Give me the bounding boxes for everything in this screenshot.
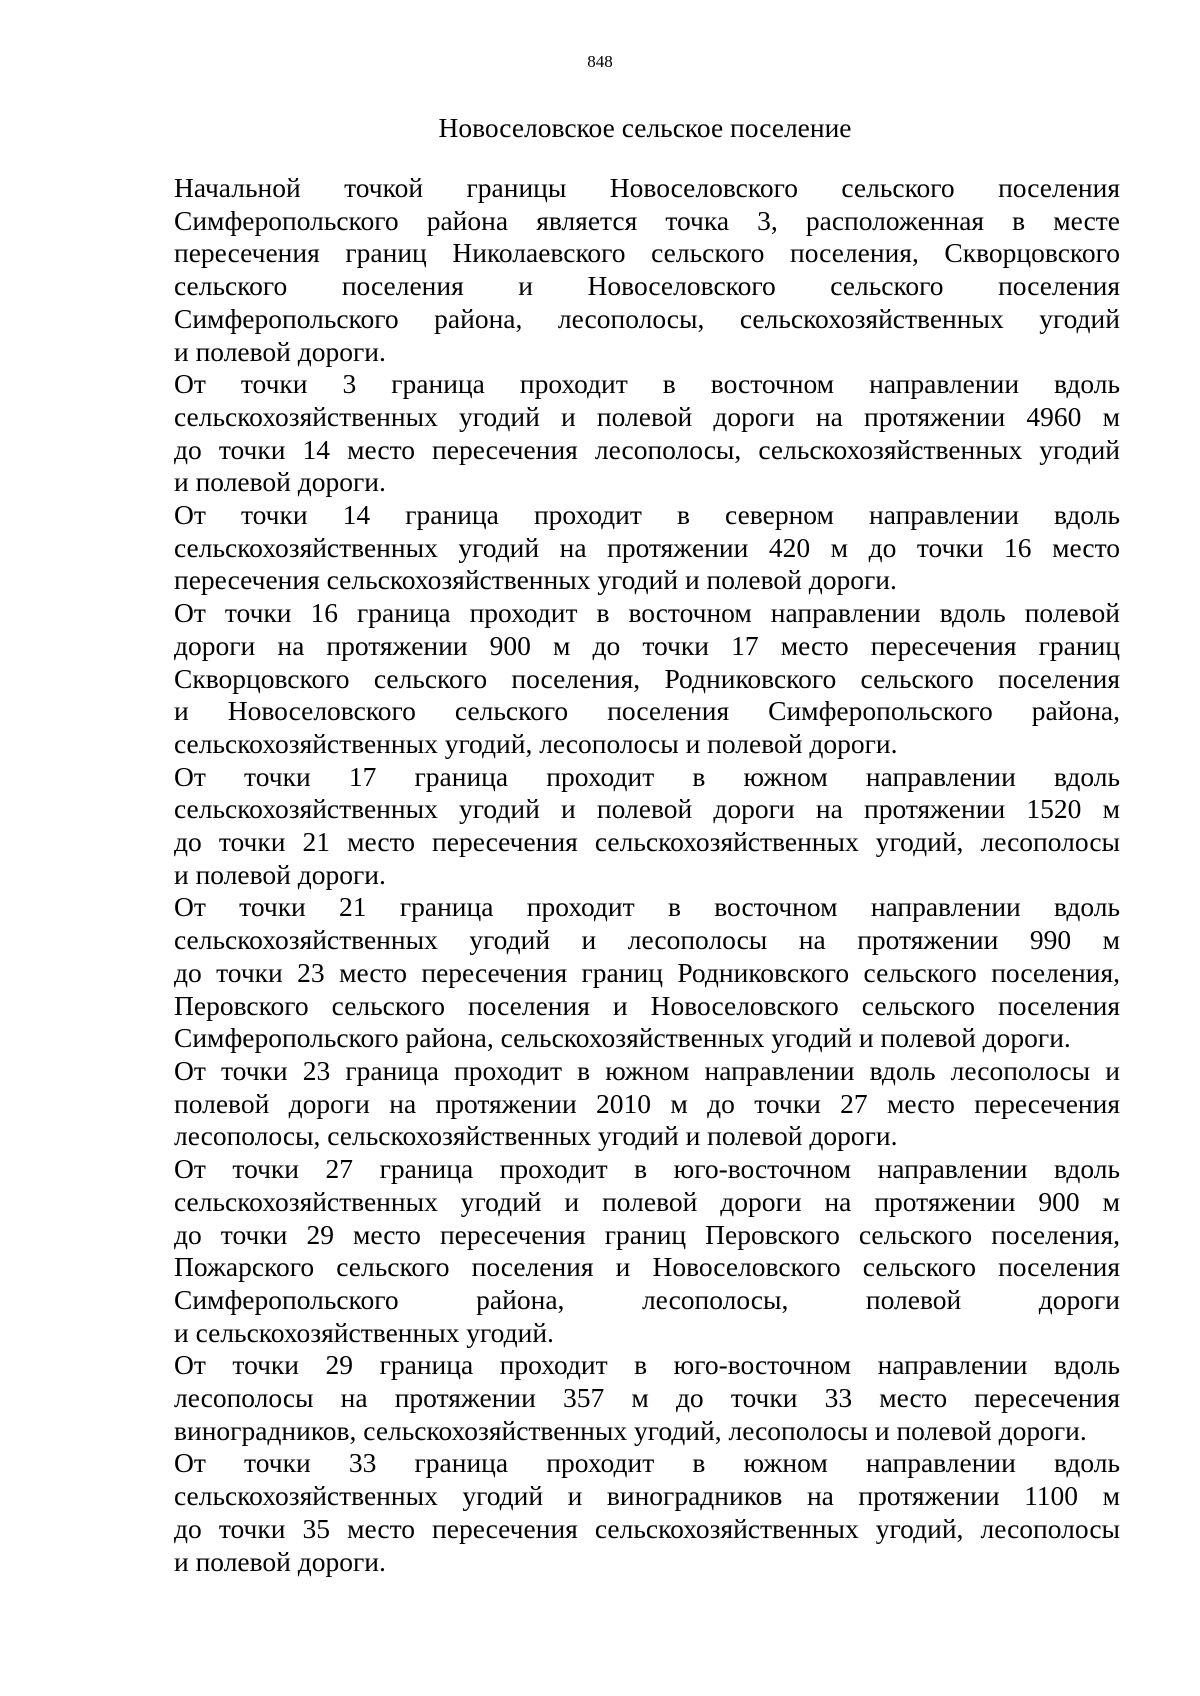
paragraph-line: и полевой дороги. xyxy=(174,1545,386,1577)
paragraph-line: пересечения сельскохозяйственных угодий и полевой дороги. xyxy=(174,564,897,596)
paragraph-line: От точки 21 граница проходит в восточном направлении вдоль xyxy=(174,891,1120,923)
paragraph-line: пересечения границ Николаевского сельского поселения, Скворцовского xyxy=(174,237,1120,269)
document-body xyxy=(174,172,1120,1578)
paragraph-line: сельскохозяйственных угодий и полевой дороги на протяжении 4960 м xyxy=(174,400,1120,432)
paragraph-line: сельскохозяйственных угодий на протяжении 420 м до точки 16 место xyxy=(174,531,1120,563)
document-title: Новоселовское сельское поселение xyxy=(438,112,852,143)
paragraph-line: сельскохозяйственных угодий и полевой дороги на протяжении 900 м xyxy=(174,1185,1120,1217)
paragraph-line: и полевой дороги. xyxy=(174,466,386,498)
paragraph-line: От точки 17 граница проходит в южном направлении вдоль xyxy=(174,760,1120,792)
paragraph-line: От точки 27 граница проходит в юго-восточном направлении вдоль xyxy=(174,1153,1120,1185)
paragraph-line: От точки 14 граница проходит в северном направлении вдоль xyxy=(174,499,1120,531)
paragraph-line: От точки 29 граница проходит в юго-восточном направлении вдоль xyxy=(174,1349,1120,1381)
paragraph-line: сельскохозяйственных угодий и лесополосы на протяжении 990 м xyxy=(174,924,1120,956)
paragraph-line: От точки 3 граница проходит в восточном направлении вдоль xyxy=(174,368,1120,400)
paragraph-line: сельскохозяйственных угодий и виноградников на протяжении 1100 м xyxy=(174,1480,1120,1512)
paragraph-line: до точки 23 место пересечения границ Родниковского сельского поселения, xyxy=(174,956,1120,988)
paragraph-line: Симферопольского района является точка 3, расположенная в месте xyxy=(174,204,1120,236)
paragraph-line: Скворцовского сельского поселения, Родниковского сельского поселения xyxy=(174,662,1120,694)
paragraph-line: до точки 21 место пересечения сельскохозяйственных угодий, лесополосы xyxy=(174,826,1120,858)
paragraph-line: и полевой дороги. xyxy=(174,858,386,890)
paragraph-line: От точки 33 граница проходит в южном направлении вдоль xyxy=(174,1447,1120,1479)
paragraph-line: сельского поселения и Новоселовского сельского поселения xyxy=(174,270,1120,302)
paragraph xyxy=(174,1447,1120,1578)
paragraph-line: до точки 14 место пересечения лесополосы, сельскохозяйственных угодий xyxy=(174,433,1120,465)
paragraph-line: Пожарского сельского поселения и Новоселовского сельского поселения xyxy=(174,1251,1120,1283)
paragraph-line: лесополосы, сельскохозяйственных угодий и полевой дороги. xyxy=(174,1120,898,1152)
paragraph-line: сельскохозяйственных угодий и полевой дороги на протяжении 1520 м xyxy=(174,793,1120,825)
paragraph xyxy=(174,499,1120,597)
paragraph xyxy=(174,597,1120,761)
paragraph-line: Перовского сельского поселения и Новоселовского сельского поселения xyxy=(174,989,1120,1021)
paragraph-line: сельскохозяйственных угодий, лесополосы и полевой дороги. xyxy=(174,727,898,759)
paragraph xyxy=(174,1153,1120,1349)
paragraph-line: и полевой дороги. xyxy=(174,335,386,367)
paragraph xyxy=(174,172,1120,368)
paragraph-line: От точки 23 граница проходит в южном направлении вдоль лесополосы и xyxy=(174,1054,1120,1086)
paragraph-line: Симферопольского района, сельскохозяйственных угодий и полевой дороги. xyxy=(174,1022,1071,1054)
paragraph xyxy=(174,891,1120,1055)
paragraph-line: до точки 35 место пересечения сельскохозяйственных угодий, лесополосы xyxy=(174,1512,1120,1544)
paragraph-line: лесополосы на протяжении 357 м до точки 33 место пересечения xyxy=(174,1382,1120,1414)
paragraph-line: дороги на протяжении 900 м до точки 17 место пересечения границ xyxy=(174,629,1120,661)
paragraph-line: до точки 29 место пересечения границ Перовского сельского поселения, xyxy=(174,1218,1120,1250)
page-number: 848 xyxy=(587,52,613,71)
paragraph-line: полевой дороги на протяжении 2010 м до точки 27 место пересечения xyxy=(174,1087,1120,1119)
paragraph xyxy=(174,1349,1120,1447)
paragraph-line: Начальной точкой границы Новоселовского сельского поселения xyxy=(174,172,1120,203)
paragraph xyxy=(174,1055,1120,1153)
paragraph-line: и сельскохозяйственных угодий. xyxy=(174,1316,554,1348)
paragraph-line: Симферопольского района, лесополосы, полевой дороги xyxy=(174,1283,1120,1315)
paragraph-line: и Новоселовского сельского поселения Симферопольского района, xyxy=(174,695,1120,727)
paragraph-line: виноградников, сельскохозяйственных угодий, лесополосы и полевой дороги. xyxy=(174,1414,1087,1446)
paragraph-line: От точки 16 граница проходит в восточном направлении вдоль полевой xyxy=(174,597,1120,629)
paragraph-line: Симферопольского района, лесополосы, сельскохозяйственных угодий xyxy=(174,302,1120,334)
paragraph xyxy=(174,368,1120,499)
paragraph xyxy=(174,761,1120,892)
